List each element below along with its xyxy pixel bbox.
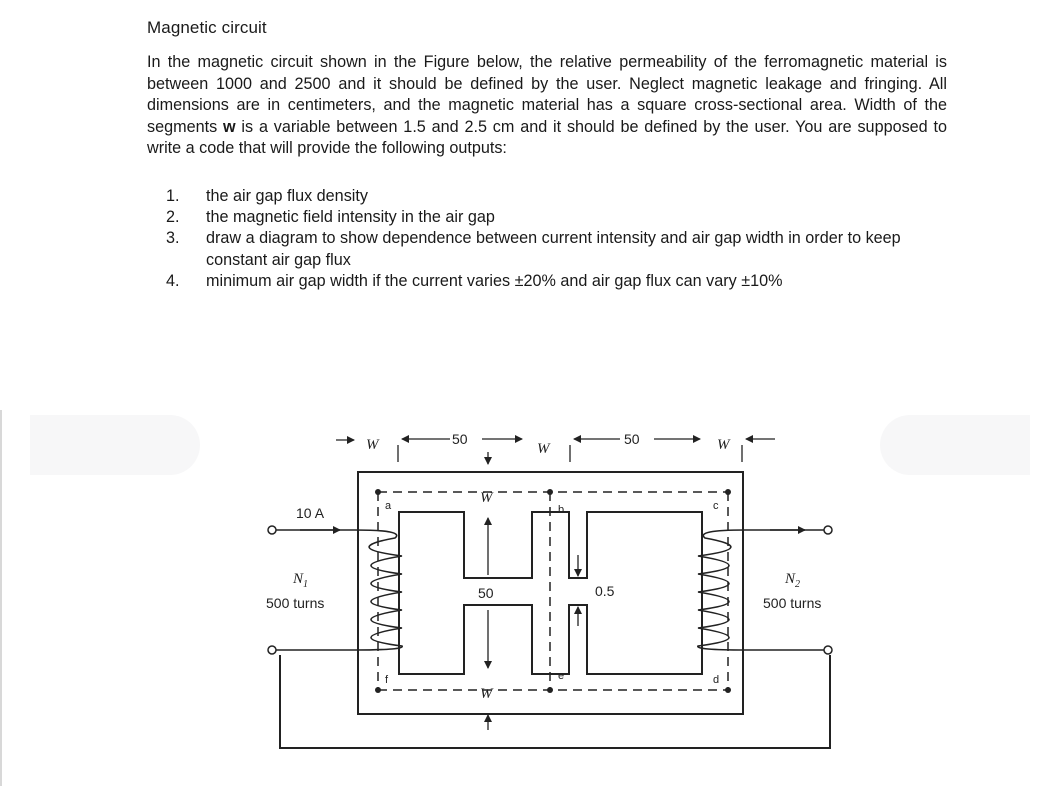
w-label-top-center: W <box>537 441 550 457</box>
output-number: 3. <box>166 229 180 248</box>
coil1-name: $N_1$ <box>293 571 309 590</box>
point-b-label: b <box>558 504 565 516</box>
coil1-turns: 500 turns <box>266 595 325 611</box>
paragraph-bold-w: w <box>223 117 236 136</box>
coil2-name: $N_2$ <box>785 571 801 590</box>
terminal-right-bottom <box>824 646 832 654</box>
coil2-turns: 500 turns <box>763 595 822 611</box>
output-text: the air gap flux density <box>206 187 368 205</box>
point-c-label: c <box>713 500 719 512</box>
top-dimensions <box>336 439 775 464</box>
terminal-left-top <box>268 526 276 534</box>
bottom-connection-wire <box>280 655 830 748</box>
output-text: minimum air gap width if the current varies ±20% and air gap flux can vary ±10% <box>206 271 783 290</box>
node-b <box>547 489 553 495</box>
paragraph-part1: In the magnetic circuit shown in the Figure below, the relative permeability of the ferromagnetic material is between 1000 and 2500 and it should be defined by the user. Neglect magnetic leakage and fringing. All dimensions are in centimeters, and the magnetic material has a square cross-sectional area. Width of the segments <box>147 53 947 136</box>
dim-top-left: 50 <box>452 431 468 447</box>
current-label: 10 A <box>296 505 325 521</box>
paragraph-part2: is a variable between 1.5 and 2.5 cm and it should be defined by the user. You are supposed to write a code that will provide the following outputs: <box>147 117 947 158</box>
node-e <box>547 687 553 693</box>
page-title: Magnetic circuit <box>147 18 267 37</box>
point-e-label: e <box>558 670 565 682</box>
node-dots <box>375 489 731 693</box>
mean-path <box>378 492 728 690</box>
terminal-left-bottom <box>268 646 276 654</box>
dim-gap: 0.5 <box>595 583 615 599</box>
node-d <box>725 687 731 693</box>
w-label-top-left: W <box>366 437 379 453</box>
w-label-bottom-limb: W <box>480 686 493 702</box>
dim-top-right: 50 <box>624 431 640 447</box>
point-a-label: a <box>385 500 392 512</box>
node-c <box>725 489 731 495</box>
output-number: 2. <box>166 208 180 227</box>
node-f <box>375 687 381 693</box>
dim-center: 50 <box>478 585 494 601</box>
coil-right <box>698 530 828 650</box>
point-f-label: f <box>385 674 389 686</box>
point-d-label: d <box>713 674 720 686</box>
output-number: 4. <box>166 271 180 290</box>
node-a <box>375 489 381 495</box>
output-text: the magnetic field intensity in the air gap <box>206 208 495 227</box>
output-number: 1. <box>166 187 180 205</box>
w-label-top-right: W <box>717 437 730 453</box>
coil-left <box>272 530 402 650</box>
w-label-top-limb: W <box>480 490 493 506</box>
output-text: draw a diagram to show dependence between current intensity and air gap width in order to keep constant air gap flux <box>206 229 901 269</box>
terminal-right-top <box>824 526 832 534</box>
